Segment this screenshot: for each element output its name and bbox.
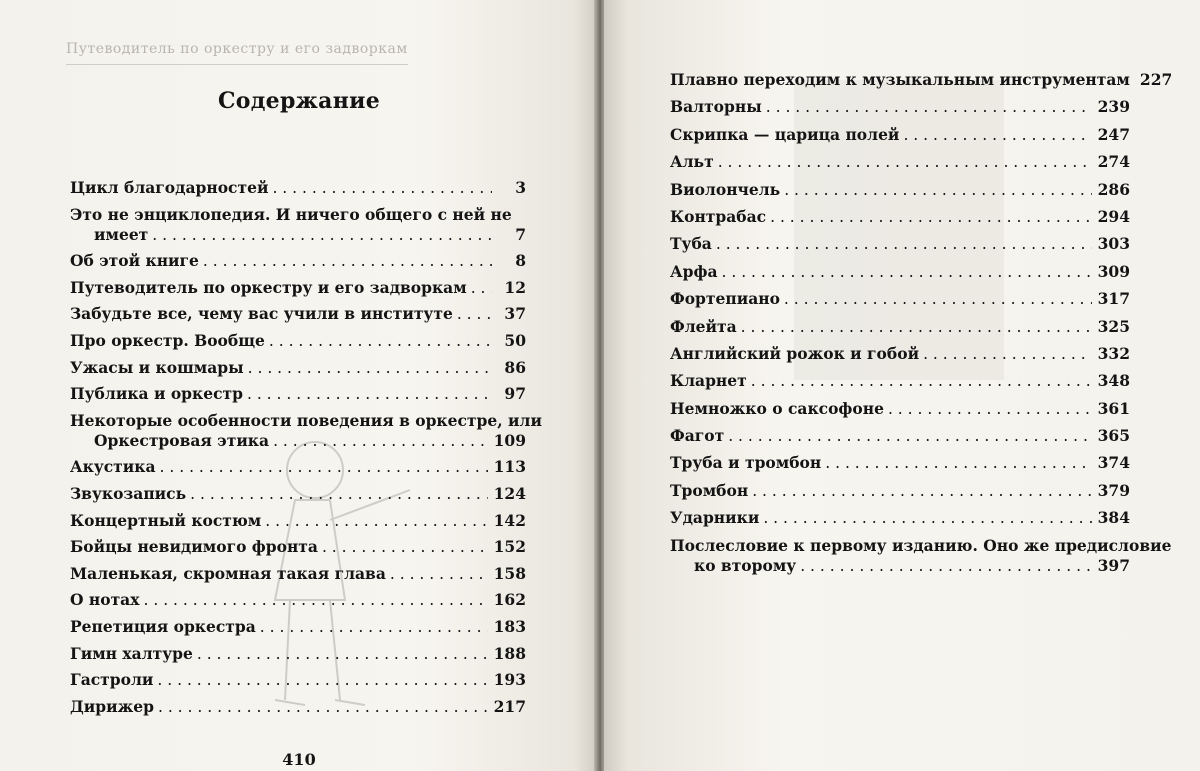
dot-leader [784,180,1091,200]
toc-entry-title: Флейта [670,316,737,336]
toc-entry-page: 227 [1139,70,1173,89]
dot-leader [152,225,492,245]
toc-entry-title-line2: имеет [94,224,149,244]
toc-entry-title: Бойцы невидимого фронта [70,537,318,557]
dot-leader [763,508,1091,528]
toc-entry-page: 317 [1097,289,1130,309]
dot-leader [718,152,1092,172]
toc-entry-title: Об этой книге [70,251,199,271]
toc-list-right [670,70,1173,576]
toc-entry-page: 162 [493,590,526,610]
toc-entry [70,384,526,404]
toc-entry [70,511,526,531]
toc-list-left [70,178,542,717]
toc-entry-page: 158 [493,563,526,583]
dot-leader [322,537,488,557]
toc-entry-title-line1: Некоторые особенности поведения в оркестре, или [70,410,542,430]
toc-entry [70,644,526,664]
toc-entry-title: Виолончель [670,179,781,199]
dot-leader [903,125,1091,145]
dot-leader [158,697,488,717]
toc-entry-title: Тромбон [670,480,749,500]
toc-entry-title: Английский рожок и гобой [670,343,920,363]
toc-entry-page: 50 [504,330,526,350]
toc-entry [670,399,1130,419]
toc-entry-title: Публика и оркестр [70,384,243,404]
toc-entry-page: 303 [1097,234,1130,254]
toc-title: Содержание [217,88,381,114]
toc-entry [670,180,1130,200]
toc-entry-title: Скрипка — царица полей [670,124,900,144]
dot-leader [203,251,492,271]
page-number: 410 [282,750,316,769]
toc-entry-title: Путеводитель по оркестру и его задворкам [70,277,467,297]
dot-leader [260,617,488,637]
toc-entry [70,358,526,378]
toc-entry-title: Акустика [70,457,156,477]
dot-leader [923,344,1092,364]
toc-entry-title: Арфа [670,261,718,281]
toc-entry-page: 86 [504,357,526,377]
toc-entry [670,262,1130,282]
dot-leader [273,431,488,451]
toc-entry [670,70,1173,90]
toc-entry-page: 109 [493,430,526,450]
toc-entry-title: Ужасы и кошмары [70,357,244,377]
toc-entry [670,426,1130,446]
toc-entry-page: 247 [1097,124,1130,144]
dot-leader [269,331,492,351]
dot-leader [248,358,492,378]
toc-entry-page: 183 [493,616,526,636]
toc-entry [70,205,526,245]
toc-entry-title-line2: Оркестровая этика [94,430,270,450]
toc-entry-title: Звукозапись [70,483,187,503]
toc-entry-title: Репетиция оркестра [70,616,256,636]
dot-leader [247,384,492,404]
toc-entry-page: 239 [1097,97,1130,117]
toc-entry [670,453,1130,473]
toc-entry [70,484,526,504]
dot-leader [265,511,487,531]
bleed-through-header: Путеводитель по оркестру и его задворкам [66,38,408,65]
dot-leader [800,556,1091,576]
toc-entry [670,481,1130,501]
toc-entry-page: 309 [1097,261,1130,281]
toc-entry [70,590,526,610]
toc-entry-page: 113 [493,457,526,477]
toc-entry [670,289,1130,309]
toc-entry-title-line1: Это не энциклопедия. И ничего общего с ней не [70,204,512,224]
toc-entry [70,457,526,477]
toc-entry-page: 97 [504,384,526,404]
toc-entry [670,535,1172,576]
toc-entry-title: Туба [670,234,712,254]
toc-entry-page: 361 [1097,398,1130,418]
toc-entry-page: 294 [1097,206,1130,226]
dot-leader [272,178,492,198]
toc-entry-page: 332 [1097,343,1130,363]
dot-leader [728,426,1091,446]
toc-entry-title: Валторны [670,97,762,117]
dot-leader [143,590,487,610]
toc-entry-title: Ударники [670,508,760,528]
toc-entry-title: Контрабас [670,206,767,226]
toc-entry-page: 193 [493,670,526,690]
toc-entry [670,371,1130,391]
toc-entry-page: 286 [1097,179,1130,199]
toc-entry-title: Фортепиано [670,289,780,309]
toc-entry-page: 384 [1097,508,1130,528]
right-page [604,0,1200,771]
toc-entry [670,125,1130,145]
dot-leader [825,453,1091,473]
dot-leader [157,670,487,690]
toc-entry-page: 124 [493,483,526,503]
toc-entry [670,508,1130,528]
dot-leader [160,457,488,477]
toc-entry-title: Маленькая, скромная такая глава [70,563,386,583]
dot-leader [752,481,1091,501]
toc-entry [670,207,1130,227]
toc-entry-page: 374 [1097,453,1130,473]
toc-entry-page: 7 [515,224,526,244]
toc-entry [70,331,526,351]
toc-entry-page: 142 [493,510,526,530]
toc-entry-page: 397 [1097,555,1130,575]
toc-entry-page: 217 [493,696,526,716]
toc-entry-page: 152 [493,537,526,557]
toc-entry-title: Цикл благодарностей [70,178,269,197]
toc-entry-title-line2: ко второму [694,555,797,575]
toc-entry-title: О нотах [70,590,140,610]
toc-entry [670,344,1130,364]
dot-leader [770,207,1092,227]
toc-entry [670,234,1130,254]
toc-entry-page: 188 [493,643,526,663]
toc-entry [70,617,526,637]
toc-entry-title: Гастроли [70,670,154,690]
toc-entry-title: Концертный костюм [70,510,262,530]
dot-leader [721,262,1091,282]
toc-entry-page: 379 [1097,480,1130,500]
dot-leader [766,97,1092,117]
toc-entry-page: 348 [1097,371,1130,391]
dot-leader [751,371,1092,391]
toc-entry-title-line1: Послесловие к первому изданию. Оно же предисловие [670,535,1172,555]
toc-entry-title: Про оркестр. Вообще [70,330,265,350]
toc-entry-title: Альт [670,152,714,172]
toc-entry [70,564,526,584]
toc-entry [70,304,526,324]
dot-leader [471,278,492,298]
toc-entry-page: 274 [1097,152,1130,172]
toc-entry [670,317,1130,337]
dot-leader [197,644,488,664]
toc-entry-page: 365 [1097,426,1130,446]
dot-leader [784,289,1092,309]
toc-entry [70,697,526,717]
toc-entry-title: Фагот [670,426,725,446]
toc-entry [70,178,526,198]
toc-entry-title: Кларнет [670,371,747,391]
dot-leader [888,399,1092,419]
toc-entry-page: 8 [515,251,526,271]
toc-entry-title: Плавно переходим к музыкальным инструментам [670,70,1130,89]
toc-entry-title: Труба и тромбон [670,453,822,473]
toc-entry-page: 37 [504,304,526,324]
toc-entry-title: Гимн халтуре [70,643,193,663]
dot-leader [457,304,492,324]
dot-leader [741,317,1092,337]
toc-entry-title: Дирижер [70,696,154,716]
toc-entry-title: Немножко о саксофоне [670,398,884,418]
toc-entry [670,152,1130,172]
toc-entry-page: 12 [504,277,526,297]
dot-leader [716,234,1092,254]
dot-leader [190,484,488,504]
left-page [0,0,598,771]
toc-entry-page: 325 [1097,316,1130,336]
toc-entry [70,670,526,690]
toc-entry [70,251,526,271]
toc-entry [70,410,542,451]
dot-leader [390,564,488,584]
toc-entry [670,97,1130,117]
toc-entry [70,278,526,298]
toc-entry [70,537,526,557]
toc-entry-title: Забудьте все, чему вас учили в институте [70,304,453,324]
toc-entry-page: 3 [515,178,526,197]
